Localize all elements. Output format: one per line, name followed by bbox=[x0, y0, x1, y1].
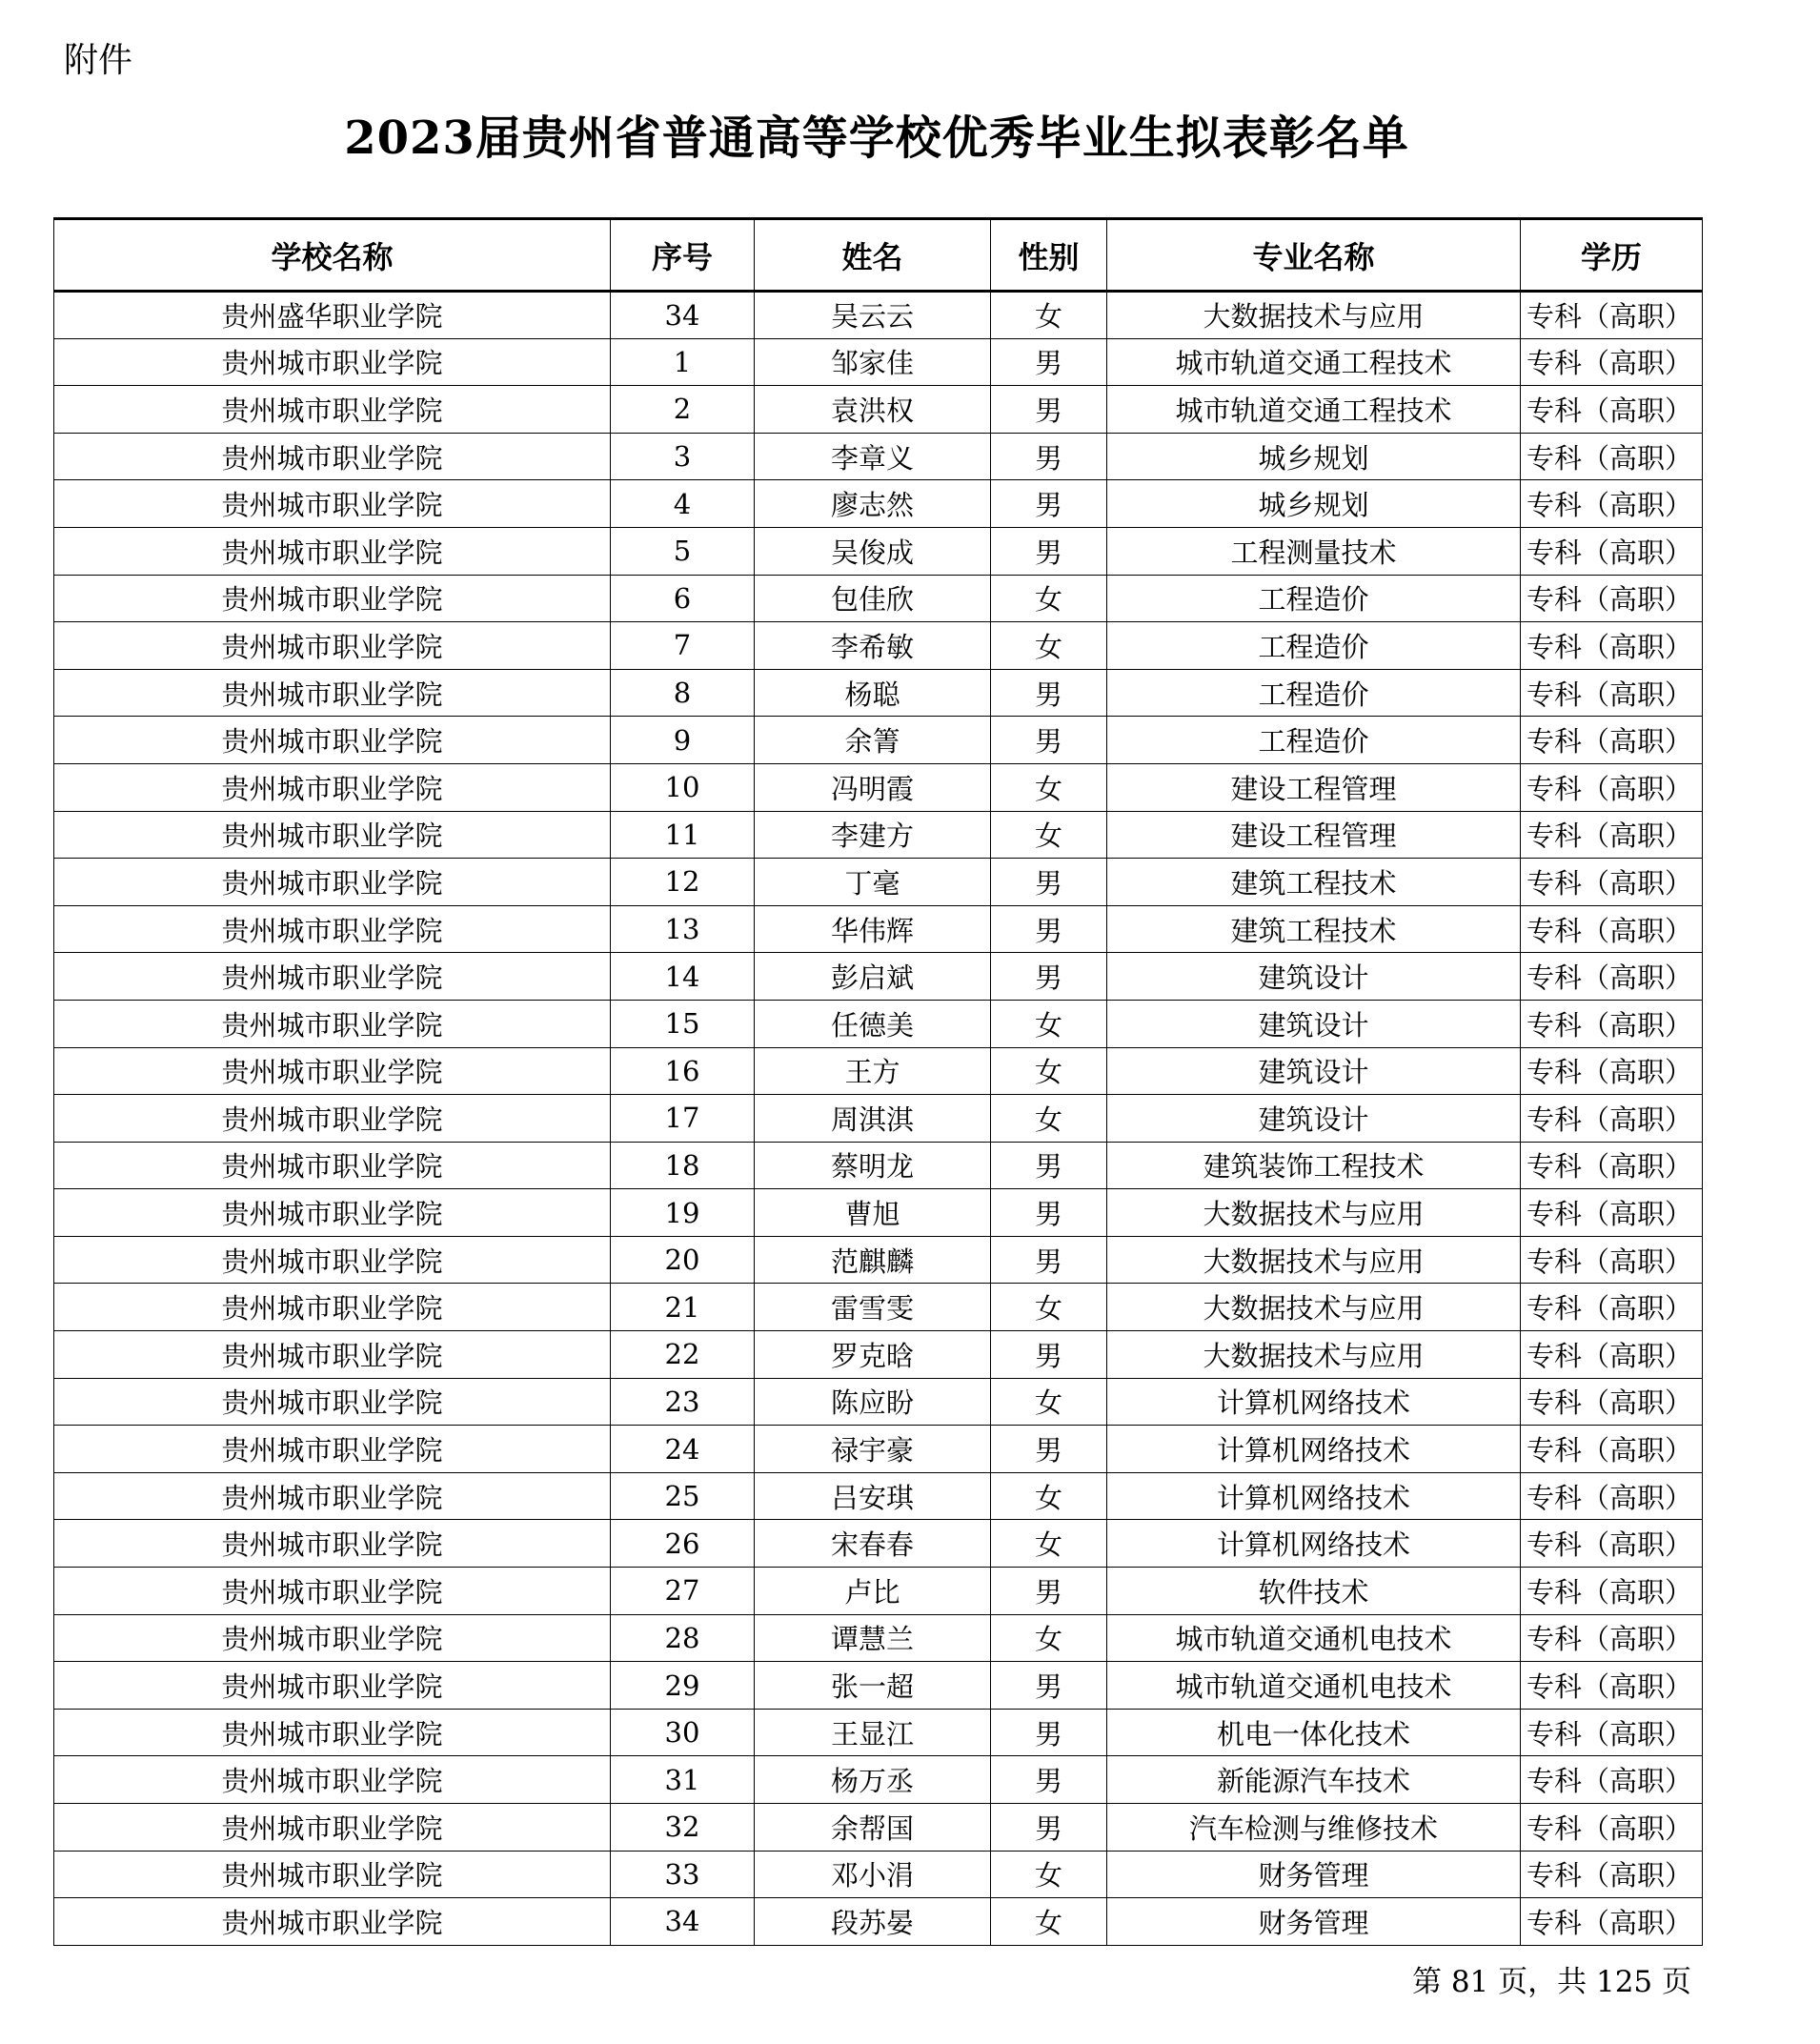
name-cell: 邹家佳 bbox=[755, 338, 991, 386]
number-cell: 26 bbox=[611, 1520, 755, 1568]
gender-cell: 女 bbox=[991, 1047, 1107, 1095]
number-cell: 33 bbox=[611, 1851, 755, 1898]
school-cell: 贵州城市职业学院 bbox=[54, 480, 611, 528]
school-cell: 贵州城市职业学院 bbox=[54, 1000, 611, 1047]
gender-cell: 男 bbox=[991, 1426, 1107, 1473]
table-row bbox=[54, 811, 1703, 859]
name-cell: 廖志然 bbox=[755, 480, 991, 528]
table-row bbox=[54, 1568, 1703, 1615]
name-cell: 蔡明龙 bbox=[755, 1142, 991, 1189]
school-cell: 贵州城市职业学院 bbox=[54, 622, 611, 670]
major-cell: 建筑设计 bbox=[1107, 953, 1521, 1001]
major-cell: 建筑设计 bbox=[1107, 1000, 1521, 1047]
education-cell: 专科（高职） bbox=[1521, 527, 1703, 575]
number-cell: 13 bbox=[611, 905, 755, 953]
major-cell: 大数据技术与应用 bbox=[1107, 1236, 1521, 1284]
school-cell: 贵州城市职业学院 bbox=[54, 811, 611, 859]
major-cell: 财务管理 bbox=[1107, 1851, 1521, 1898]
name-cell: 雷雪雯 bbox=[755, 1284, 991, 1331]
major-cell: 建筑设计 bbox=[1107, 1047, 1521, 1095]
education-cell: 专科（高职） bbox=[1521, 1520, 1703, 1568]
number-cell: 29 bbox=[611, 1662, 755, 1710]
education-cell: 专科（高职） bbox=[1521, 1047, 1703, 1095]
name-cell: 吴云云 bbox=[755, 292, 991, 339]
major-cell: 软件技术 bbox=[1107, 1568, 1521, 1615]
name-cell: 谭慧兰 bbox=[755, 1614, 991, 1662]
table-row bbox=[54, 338, 1703, 386]
major-cell: 工程造价 bbox=[1107, 622, 1521, 670]
table-row bbox=[54, 1472, 1703, 1520]
major-cell: 计算机网络技术 bbox=[1107, 1520, 1521, 1568]
name-cell: 吴俊成 bbox=[755, 527, 991, 575]
column-header-major: 专业名称 bbox=[1107, 219, 1521, 292]
education-cell: 专科（高职） bbox=[1521, 386, 1703, 434]
table-row bbox=[54, 1236, 1703, 1284]
number-cell: 34 bbox=[611, 1898, 755, 1946]
major-cell: 财务管理 bbox=[1107, 1898, 1521, 1946]
number-cell: 25 bbox=[611, 1472, 755, 1520]
major-cell: 汽车检测与维修技术 bbox=[1107, 1804, 1521, 1852]
number-cell: 20 bbox=[611, 1236, 755, 1284]
major-cell: 城市轨道交通机电技术 bbox=[1107, 1662, 1521, 1710]
school-cell: 贵州城市职业学院 bbox=[54, 1095, 611, 1143]
gender-cell: 男 bbox=[991, 1189, 1107, 1237]
gender-cell: 男 bbox=[991, 480, 1107, 528]
table-row bbox=[54, 1804, 1703, 1852]
name-cell: 张一超 bbox=[755, 1662, 991, 1710]
major-cell: 机电一体化技术 bbox=[1107, 1709, 1521, 1756]
education-cell: 专科（高职） bbox=[1521, 669, 1703, 717]
gender-cell: 女 bbox=[991, 1095, 1107, 1143]
name-cell: 李希敏 bbox=[755, 622, 991, 670]
name-cell: 杨万丞 bbox=[755, 1756, 991, 1804]
education-cell: 专科（高职） bbox=[1521, 1804, 1703, 1852]
gender-cell: 女 bbox=[991, 1898, 1107, 1946]
education-cell: 专科（高职） bbox=[1521, 338, 1703, 386]
name-cell: 陈应盼 bbox=[755, 1378, 991, 1426]
name-cell: 王方 bbox=[755, 1047, 991, 1095]
table-row bbox=[54, 1426, 1703, 1473]
table-row bbox=[54, 763, 1703, 811]
school-cell: 贵州城市职业学院 bbox=[54, 1331, 611, 1379]
name-cell: 华伟辉 bbox=[755, 905, 991, 953]
number-cell: 30 bbox=[611, 1709, 755, 1756]
gender-cell: 男 bbox=[991, 527, 1107, 575]
education-cell: 专科（高职） bbox=[1521, 717, 1703, 764]
table-row bbox=[54, 1047, 1703, 1095]
gender-cell: 男 bbox=[991, 905, 1107, 953]
gender-cell: 男 bbox=[991, 1756, 1107, 1804]
education-cell: 专科（高职） bbox=[1521, 1898, 1703, 1946]
school-cell: 贵州城市职业学院 bbox=[54, 1472, 611, 1520]
number-cell: 17 bbox=[611, 1095, 755, 1143]
school-cell: 贵州城市职业学院 bbox=[54, 1614, 611, 1662]
name-cell: 余帮国 bbox=[755, 1804, 991, 1852]
education-cell: 专科（高职） bbox=[1521, 1472, 1703, 1520]
table-row bbox=[54, 1851, 1703, 1898]
number-cell: 9 bbox=[611, 717, 755, 764]
gender-cell: 女 bbox=[991, 1472, 1107, 1520]
table-row bbox=[54, 1000, 1703, 1047]
name-cell: 李章义 bbox=[755, 433, 991, 480]
school-cell: 贵州城市职业学院 bbox=[54, 669, 611, 717]
table-row bbox=[54, 1142, 1703, 1189]
table-row bbox=[54, 622, 1703, 670]
number-cell: 31 bbox=[611, 1756, 755, 1804]
number-cell: 19 bbox=[611, 1189, 755, 1237]
gender-cell: 男 bbox=[991, 1236, 1107, 1284]
education-cell: 专科（高职） bbox=[1521, 1756, 1703, 1804]
education-cell: 专科（高职） bbox=[1521, 1284, 1703, 1331]
table-row bbox=[54, 527, 1703, 575]
school-cell: 贵州城市职业学院 bbox=[54, 527, 611, 575]
column-header-education: 学历 bbox=[1521, 219, 1703, 292]
school-cell: 贵州城市职业学院 bbox=[54, 1898, 611, 1946]
education-cell: 专科（高职） bbox=[1521, 1851, 1703, 1898]
education-cell: 专科（高职） bbox=[1521, 480, 1703, 528]
number-cell: 7 bbox=[611, 622, 755, 670]
number-cell: 18 bbox=[611, 1142, 755, 1189]
table-row bbox=[54, 1331, 1703, 1379]
name-cell: 宋春春 bbox=[755, 1520, 991, 1568]
number-cell: 1 bbox=[611, 338, 755, 386]
gender-cell: 女 bbox=[991, 763, 1107, 811]
column-header-school: 学校名称 bbox=[54, 219, 611, 292]
school-cell: 贵州城市职业学院 bbox=[54, 338, 611, 386]
major-cell: 建筑工程技术 bbox=[1107, 859, 1521, 906]
number-cell: 22 bbox=[611, 1331, 755, 1379]
gender-cell: 男 bbox=[991, 1568, 1107, 1615]
gender-cell: 男 bbox=[991, 669, 1107, 717]
name-cell: 包佳欣 bbox=[755, 575, 991, 622]
number-cell: 16 bbox=[611, 1047, 755, 1095]
name-cell: 冯明霞 bbox=[755, 763, 991, 811]
major-cell: 大数据技术与应用 bbox=[1107, 292, 1521, 339]
major-cell: 工程造价 bbox=[1107, 717, 1521, 764]
name-cell: 罗克晗 bbox=[755, 1331, 991, 1379]
gender-cell: 男 bbox=[991, 1662, 1107, 1710]
name-cell: 余箐 bbox=[755, 717, 991, 764]
table-row bbox=[54, 859, 1703, 906]
number-cell: 28 bbox=[611, 1614, 755, 1662]
table-row bbox=[54, 1614, 1703, 1662]
page-number: 第 81 页，共 125 页 bbox=[1411, 1965, 1691, 1999]
gender-cell: 男 bbox=[991, 953, 1107, 1001]
major-cell: 大数据技术与应用 bbox=[1107, 1284, 1521, 1331]
education-cell: 专科（高职） bbox=[1521, 1662, 1703, 1710]
major-cell: 城乡规划 bbox=[1107, 480, 1521, 528]
number-cell: 6 bbox=[611, 575, 755, 622]
name-cell: 彭启斌 bbox=[755, 953, 991, 1001]
number-cell: 21 bbox=[611, 1284, 755, 1331]
number-cell: 15 bbox=[611, 1000, 755, 1047]
table-row bbox=[54, 1709, 1703, 1756]
major-cell: 建设工程管理 bbox=[1107, 811, 1521, 859]
column-header-name: 姓名 bbox=[755, 219, 991, 292]
major-cell: 大数据技术与应用 bbox=[1107, 1331, 1521, 1379]
major-cell: 工程测量技术 bbox=[1107, 527, 1521, 575]
school-cell: 贵州城市职业学院 bbox=[54, 1851, 611, 1898]
education-cell: 专科（高职） bbox=[1521, 1568, 1703, 1615]
school-cell: 贵州城市职业学院 bbox=[54, 953, 611, 1001]
table-row bbox=[54, 905, 1703, 953]
major-cell: 城乡规划 bbox=[1107, 433, 1521, 480]
table-row bbox=[54, 292, 1703, 339]
table-row bbox=[54, 386, 1703, 434]
number-cell: 2 bbox=[611, 386, 755, 434]
column-header-gender: 性别 bbox=[991, 219, 1107, 292]
school-cell: 贵州城市职业学院 bbox=[54, 1378, 611, 1426]
table-row bbox=[54, 575, 1703, 622]
number-cell: 27 bbox=[611, 1568, 755, 1615]
graduate-roster-table bbox=[53, 217, 1703, 1946]
education-cell: 专科（高职） bbox=[1521, 1426, 1703, 1473]
table-row bbox=[54, 1662, 1703, 1710]
name-cell: 李建方 bbox=[755, 811, 991, 859]
name-cell: 范麒麟 bbox=[755, 1236, 991, 1284]
major-cell: 大数据技术与应用 bbox=[1107, 1189, 1521, 1237]
table-row bbox=[54, 480, 1703, 528]
education-cell: 专科（高职） bbox=[1521, 433, 1703, 480]
name-cell: 卢比 bbox=[755, 1568, 991, 1615]
education-cell: 专科（高职） bbox=[1521, 1709, 1703, 1756]
major-cell: 计算机网络技术 bbox=[1107, 1378, 1521, 1426]
table-row bbox=[54, 1189, 1703, 1237]
education-cell: 专科（高职） bbox=[1521, 811, 1703, 859]
education-cell: 专科（高职） bbox=[1521, 1236, 1703, 1284]
gender-cell: 男 bbox=[991, 1142, 1107, 1189]
number-cell: 11 bbox=[611, 811, 755, 859]
gender-cell: 男 bbox=[991, 859, 1107, 906]
number-cell: 10 bbox=[611, 763, 755, 811]
header-row bbox=[54, 219, 1703, 292]
table-row bbox=[54, 1378, 1703, 1426]
school-cell: 贵州城市职业学院 bbox=[54, 1047, 611, 1095]
number-cell: 8 bbox=[611, 669, 755, 717]
school-cell: 贵州城市职业学院 bbox=[54, 1662, 611, 1710]
education-cell: 专科（高职） bbox=[1521, 1095, 1703, 1143]
table-row bbox=[54, 1284, 1703, 1331]
school-cell: 贵州城市职业学院 bbox=[54, 1568, 611, 1615]
school-cell: 贵州城市职业学院 bbox=[54, 1236, 611, 1284]
school-cell: 贵州城市职业学院 bbox=[54, 575, 611, 622]
school-cell: 贵州盛华职业学院 bbox=[54, 292, 611, 339]
name-cell: 杨聪 bbox=[755, 669, 991, 717]
gender-cell: 女 bbox=[991, 1851, 1107, 1898]
school-cell: 贵州城市职业学院 bbox=[54, 1284, 611, 1331]
table-row bbox=[54, 1898, 1703, 1946]
gender-cell: 女 bbox=[991, 1378, 1107, 1426]
education-cell: 专科（高职） bbox=[1521, 622, 1703, 670]
gender-cell: 男 bbox=[991, 338, 1107, 386]
major-cell: 城市轨道交通工程技术 bbox=[1107, 338, 1521, 386]
education-cell: 专科（高职） bbox=[1521, 1000, 1703, 1047]
number-cell: 4 bbox=[611, 480, 755, 528]
number-cell: 3 bbox=[611, 433, 755, 480]
school-cell: 贵州城市职业学院 bbox=[54, 1426, 611, 1473]
name-cell: 任德美 bbox=[755, 1000, 991, 1047]
name-cell: 周淇淇 bbox=[755, 1095, 991, 1143]
name-cell: 吕安琪 bbox=[755, 1472, 991, 1520]
gender-cell: 女 bbox=[991, 1520, 1107, 1568]
number-cell: 32 bbox=[611, 1804, 755, 1852]
education-cell: 专科（高职） bbox=[1521, 1378, 1703, 1426]
school-cell: 贵州城市职业学院 bbox=[54, 1804, 611, 1852]
table-row bbox=[54, 1095, 1703, 1143]
table-header bbox=[54, 219, 1703, 292]
table-row bbox=[54, 1520, 1703, 1568]
gender-cell: 女 bbox=[991, 622, 1107, 670]
column-header-number: 序号 bbox=[611, 219, 755, 292]
school-cell: 贵州城市职业学院 bbox=[54, 859, 611, 906]
school-cell: 贵州城市职业学院 bbox=[54, 905, 611, 953]
table-row bbox=[54, 433, 1703, 480]
major-cell: 建设工程管理 bbox=[1107, 763, 1521, 811]
education-cell: 专科（高职） bbox=[1521, 1614, 1703, 1662]
school-cell: 贵州城市职业学院 bbox=[54, 1709, 611, 1756]
major-cell: 计算机网络技术 bbox=[1107, 1426, 1521, 1473]
page-title: 2023届贵州省普通高等学校优秀毕业生拟表彰名单 bbox=[344, 111, 1409, 165]
school-cell: 贵州城市职业学院 bbox=[54, 1756, 611, 1804]
gender-cell: 女 bbox=[991, 1284, 1107, 1331]
major-cell: 建筑设计 bbox=[1107, 1095, 1521, 1143]
table-row bbox=[54, 669, 1703, 717]
gender-cell: 女 bbox=[991, 292, 1107, 339]
gender-cell: 女 bbox=[991, 1614, 1107, 1662]
education-cell: 专科（高职） bbox=[1521, 1189, 1703, 1237]
name-cell: 曹旭 bbox=[755, 1189, 991, 1237]
name-cell: 丁毫 bbox=[755, 859, 991, 906]
number-cell: 14 bbox=[611, 953, 755, 1001]
education-cell: 专科（高职） bbox=[1521, 292, 1703, 339]
name-cell: 禄宇豪 bbox=[755, 1426, 991, 1473]
gender-cell: 女 bbox=[991, 1000, 1107, 1047]
school-cell: 贵州城市职业学院 bbox=[54, 1189, 611, 1237]
gender-cell: 男 bbox=[991, 1331, 1107, 1379]
name-cell: 王显江 bbox=[755, 1709, 991, 1756]
school-cell: 贵州城市职业学院 bbox=[54, 433, 611, 480]
education-cell: 专科（高职） bbox=[1521, 1331, 1703, 1379]
name-cell: 邓小涓 bbox=[755, 1851, 991, 1898]
major-cell: 工程造价 bbox=[1107, 669, 1521, 717]
school-cell: 贵州城市职业学院 bbox=[54, 1142, 611, 1189]
gender-cell: 男 bbox=[991, 717, 1107, 764]
number-cell: 24 bbox=[611, 1426, 755, 1473]
major-cell: 工程造价 bbox=[1107, 575, 1521, 622]
table-row bbox=[54, 717, 1703, 764]
major-cell: 新能源汽车技术 bbox=[1107, 1756, 1521, 1804]
gender-cell: 男 bbox=[991, 1709, 1107, 1756]
education-cell: 专科（高职） bbox=[1521, 859, 1703, 906]
school-cell: 贵州城市职业学院 bbox=[54, 1520, 611, 1568]
education-cell: 专科（高职） bbox=[1521, 1142, 1703, 1189]
gender-cell: 男 bbox=[991, 386, 1107, 434]
major-cell: 计算机网络技术 bbox=[1107, 1472, 1521, 1520]
number-cell: 12 bbox=[611, 859, 755, 906]
gender-cell: 男 bbox=[991, 1804, 1107, 1852]
education-cell: 专科（高职） bbox=[1521, 953, 1703, 1001]
education-cell: 专科（高职） bbox=[1521, 575, 1703, 622]
number-cell: 34 bbox=[611, 292, 755, 339]
major-cell: 建筑工程技术 bbox=[1107, 905, 1521, 953]
attachment-label: 附件 bbox=[64, 41, 133, 80]
school-cell: 贵州城市职业学院 bbox=[54, 386, 611, 434]
name-cell: 段苏晏 bbox=[755, 1898, 991, 1946]
table-row bbox=[54, 1756, 1703, 1804]
gender-cell: 女 bbox=[991, 811, 1107, 859]
number-cell: 5 bbox=[611, 527, 755, 575]
major-cell: 城市轨道交通工程技术 bbox=[1107, 386, 1521, 434]
school-cell: 贵州城市职业学院 bbox=[54, 717, 611, 764]
number-cell: 23 bbox=[611, 1378, 755, 1426]
major-cell: 建筑装饰工程技术 bbox=[1107, 1142, 1521, 1189]
name-cell: 袁洪权 bbox=[755, 386, 991, 434]
gender-cell: 男 bbox=[991, 433, 1107, 480]
education-cell: 专科（高职） bbox=[1521, 763, 1703, 811]
education-cell: 专科（高职） bbox=[1521, 905, 1703, 953]
table-row bbox=[54, 953, 1703, 1001]
school-cell: 贵州城市职业学院 bbox=[54, 763, 611, 811]
table-body bbox=[54, 292, 1703, 1946]
major-cell: 城市轨道交通机电技术 bbox=[1107, 1614, 1521, 1662]
gender-cell: 女 bbox=[991, 575, 1107, 622]
